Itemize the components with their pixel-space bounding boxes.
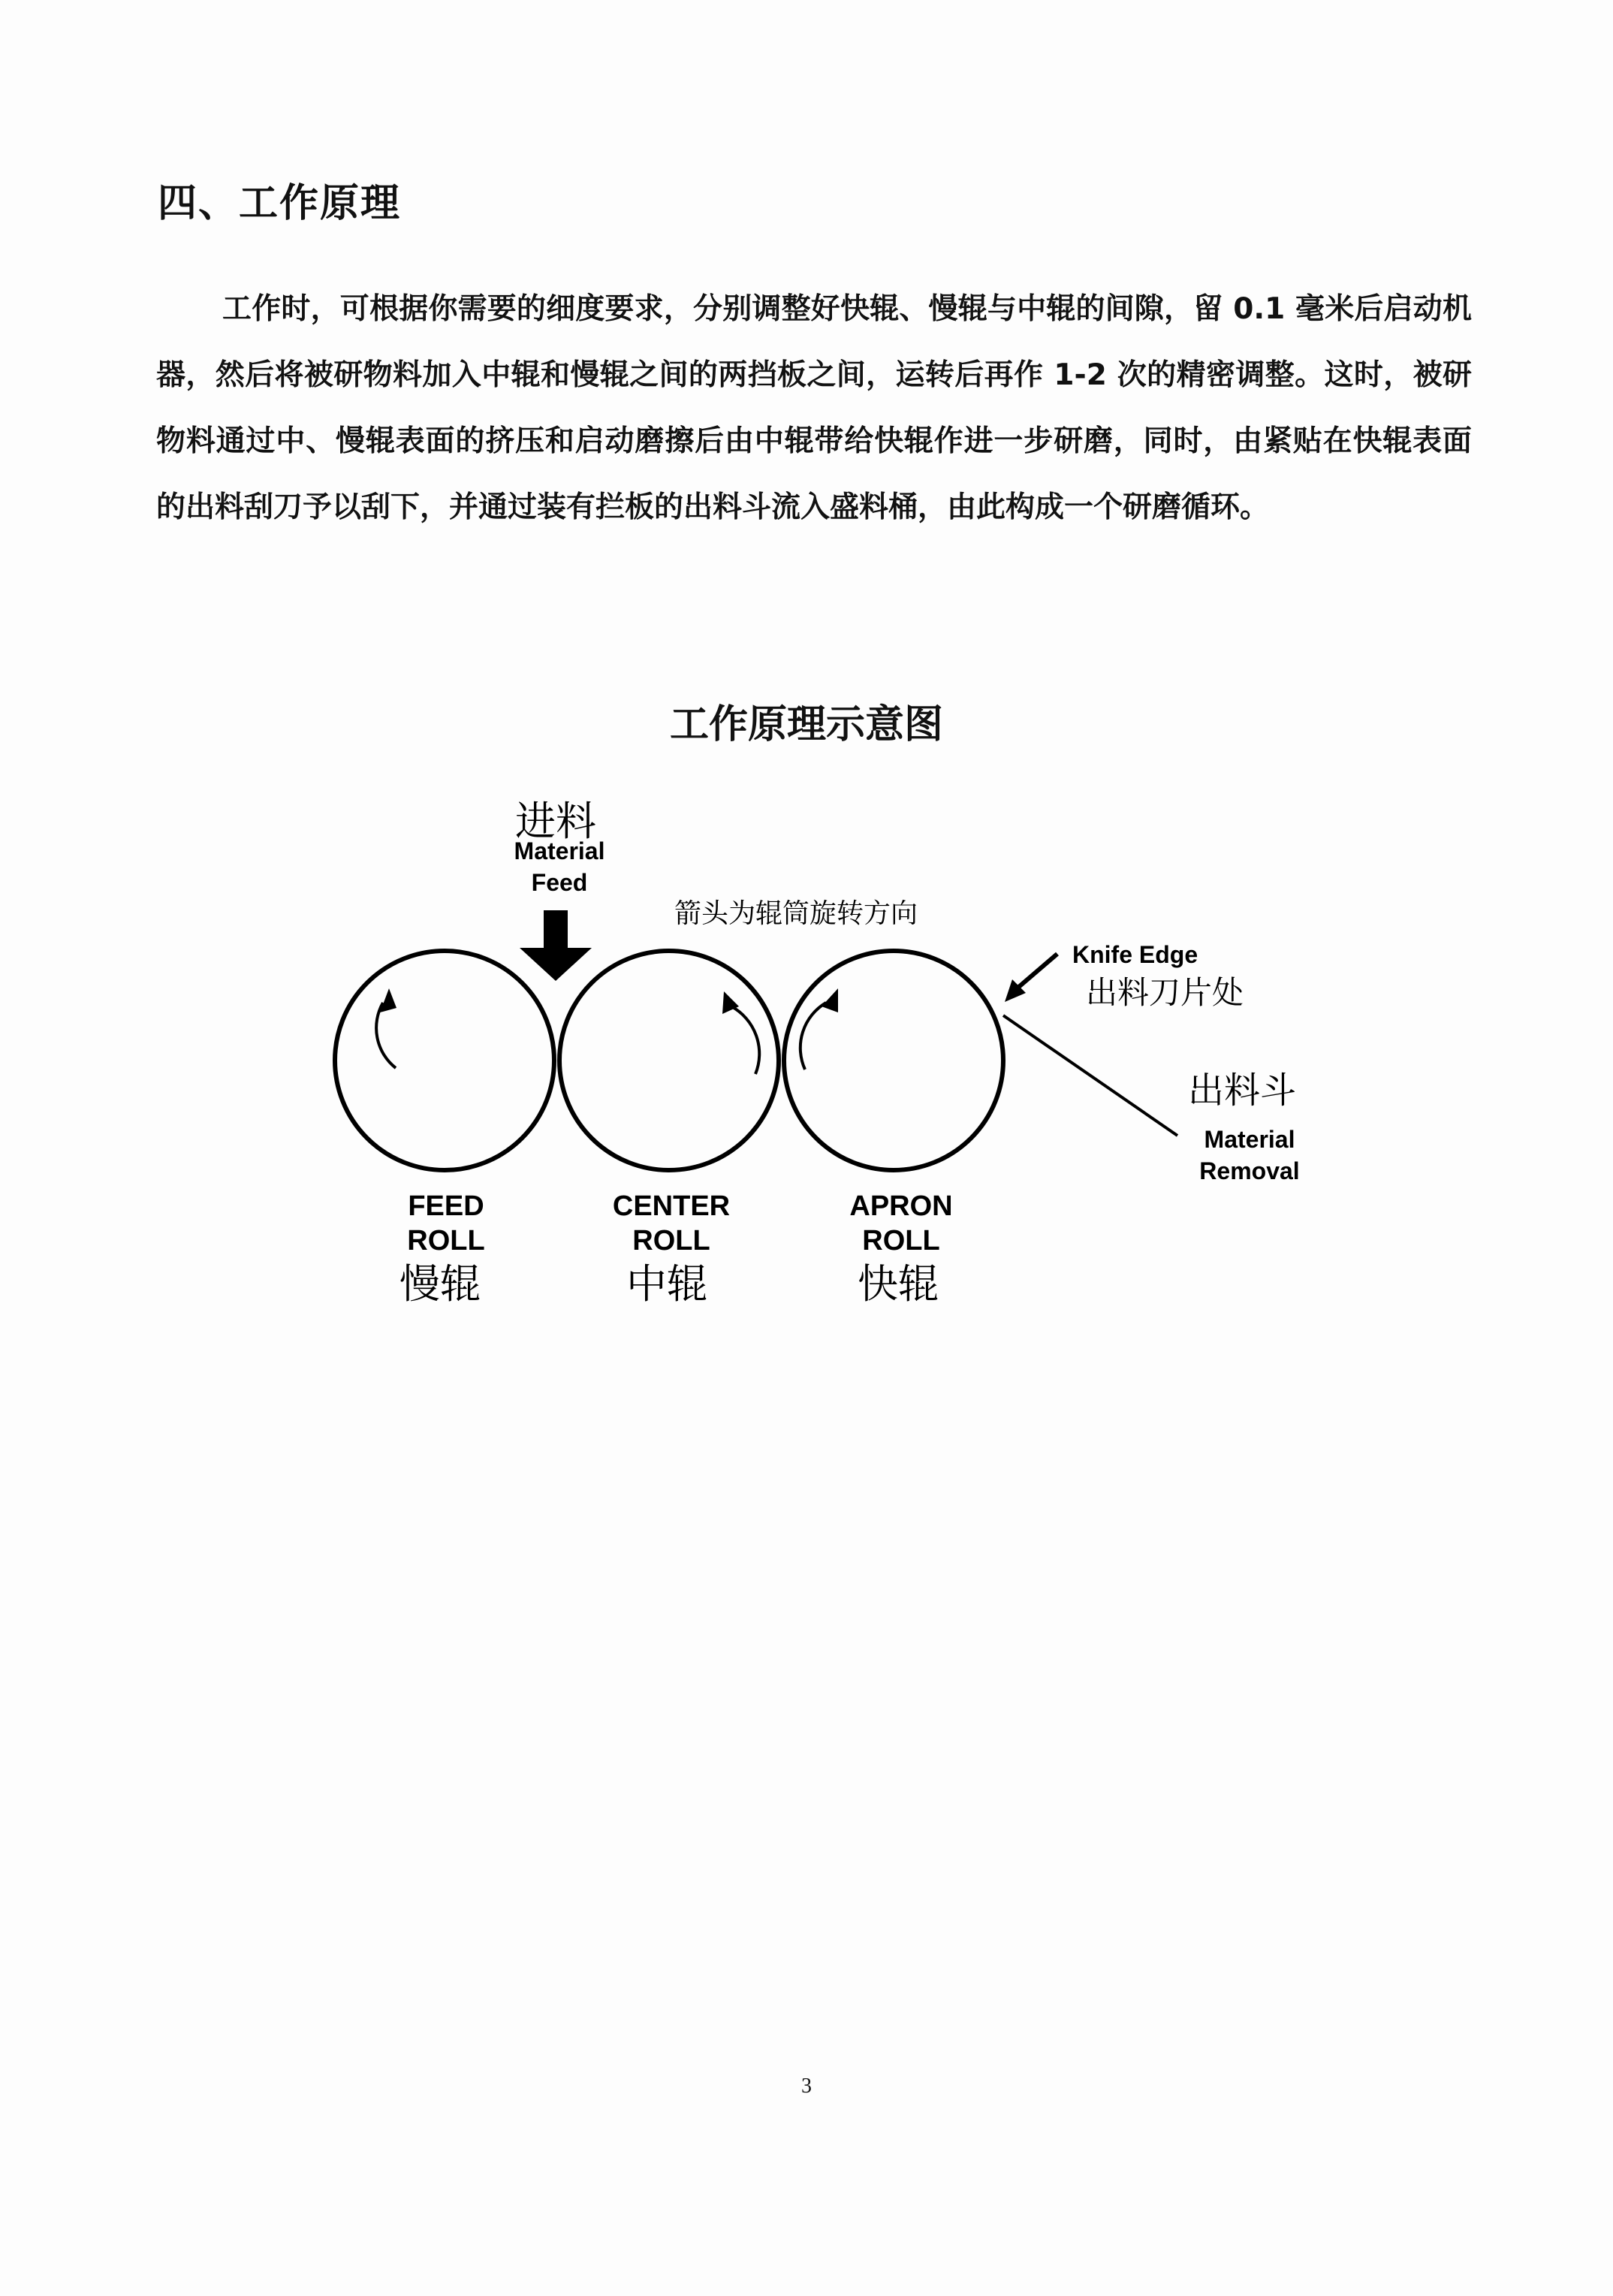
center-roll-circle [559, 951, 779, 1170]
feed-roll-label-en-1: FEED [408, 1190, 484, 1222]
apron-roll-rotation-arrow-icon [800, 988, 838, 1070]
material-removal-label-en-2: Removal [1199, 1157, 1300, 1184]
working-principle-paragraph: 工作时，可根据你需要的细度要求，分别调整好快辊、慢辊与中辊的间隙，留 0.1 毫米后启动机器，然后将被研物料加入中辊和慢辊之间的两挡板之间，运转后再作 1-2 次的精密调整。这时，被研物料通过中、慢辊表面的挤压和启动磨擦后由中辊带给快辊作进一步研磨，同时，由紧贴在快辊表面的出料刮刀予以刮下，并通过装有拦板的出料斗流入盛料桶，由此构成一个研磨循环。 [156, 292, 1472, 524]
feed-roll-label-zh: 慢辊 [399, 1260, 481, 1308]
apron-roll-circle [784, 951, 1003, 1170]
material-removal-label-en-1: Material [1204, 1126, 1295, 1153]
feed-roll-circle [335, 951, 554, 1170]
hopper-label-zh: 出料斗 [1188, 1070, 1297, 1112]
page-number: 3 [801, 2074, 812, 2098]
feed-label-en-1: Material [514, 837, 605, 864]
apron-roll-label-en-1: APRON [849, 1190, 953, 1222]
feed-label-zh: 进料 [515, 798, 596, 845]
center-roll-label-en-1: CENTER [612, 1190, 731, 1222]
center-roll-label-zh: 中辊 [626, 1260, 707, 1308]
figure-title: 工作原理示意图 [669, 702, 943, 747]
material-removal-line [1003, 1015, 1177, 1136]
center-roll-rotation-arrow-icon [722, 991, 759, 1074]
section-title: 四、工作原理 [158, 181, 402, 226]
feed-label-en-2: Feed [531, 869, 588, 896]
knife-edge-label-en: Knife Edge [1072, 941, 1198, 968]
center-roll-label-en-2: ROLL [632, 1225, 710, 1257]
knife-edge-label-zh: 出料刀片处 [1086, 974, 1244, 1011]
apron-roll-label-zh: 快辊 [858, 1260, 939, 1308]
rotation-note: 箭头为辊筒旋转方向 [674, 898, 918, 929]
knife-edge-arrow-icon [1005, 954, 1057, 1002]
material-feed-arrow-icon [520, 910, 592, 981]
feed-roll-label-en-2: ROLL [407, 1225, 485, 1257]
feed-roll-rotation-arrow-icon [376, 988, 396, 1068]
apron-roll-label-en-2: ROLL [862, 1225, 940, 1257]
